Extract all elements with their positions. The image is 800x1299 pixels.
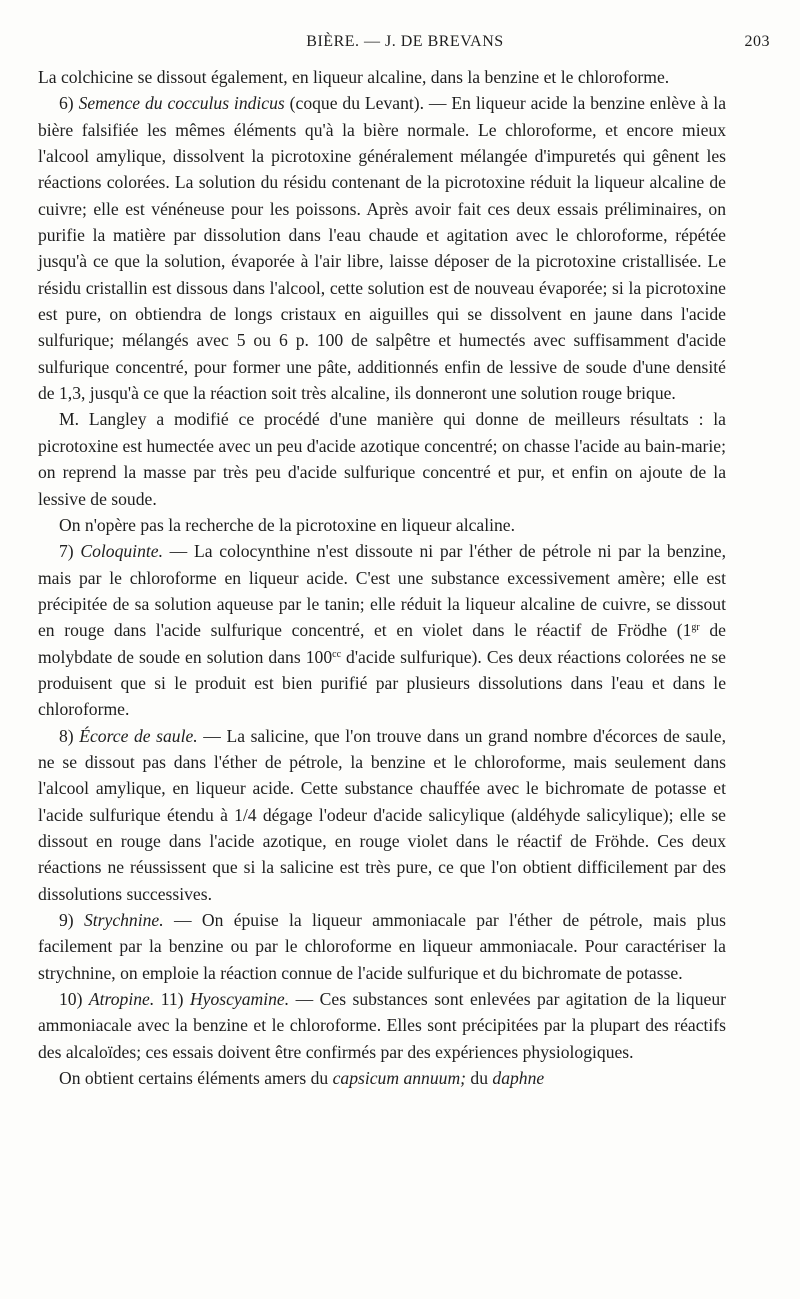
- item-number: 6): [59, 93, 79, 114]
- running-header: [40, 33, 770, 57]
- paragraph-text: d'acide sulfurique). Ces deux réactions colorées ne se produisent que si le produit est bien purifié par plusieurs dissolutions dans l'eau et dans le chloroforme.: [38, 646, 726, 720]
- paragraph-colchicine: [38, 64, 726, 90]
- superscript-cc: cc: [332, 648, 342, 660]
- item-number: 11): [154, 989, 190, 1010]
- italic-term: daphne: [492, 1068, 545, 1089]
- paragraph-text: du: [466, 1068, 493, 1089]
- paragraph-text: — La colocynthine n'est dissoute ni par l'éther de pétrole ni par la benzine, mais par le chloroforme en liqueur acide. C'est une substance excessivement amère; elle est précipitée de sa solution aqueuse par le tanin; elle réduit la liqueur alcaline de cuivre, se dissout en rouge dans l'acide sulfurique concentré, et en violet dans le réactif de Frödhe (1: [38, 541, 726, 641]
- paragraph-text: La colchicine se dissout également, en liqueur alcaline, dans la benzine et le chloroforme.: [38, 67, 670, 87]
- item-title: Coloquinte.: [80, 541, 163, 562]
- paragraph-text: — On épuise la liqueur ammoniacale par l'éther de pétrole, mais plus facilement par la benzine ou par le chloroforme en liqueur ammoniacale. Pour caractériser la strychnine, on emploie la réaction connue de l'acide sulfurique et du bichromate de potasse.: [38, 910, 726, 983]
- superscript-gr: gr: [691, 622, 700, 634]
- paragraph-text: de molybdate de soude en solution dans 100: [38, 620, 726, 667]
- item-number: 9): [59, 910, 84, 930]
- item-number: 7): [59, 541, 81, 562]
- item-title: Écorce de saule.: [79, 725, 198, 746]
- item-title: Strychnine.: [83, 910, 164, 930]
- item-number: 10): [59, 989, 89, 1010]
- paragraph-atropine: [38, 986, 726, 1065]
- paragraph-cocculus: [38, 90, 726, 406]
- paragraph-langley: [38, 406, 726, 511]
- paragraph-strychnine: [38, 907, 726, 986]
- item-title: Hyoscyamine.: [189, 989, 290, 1010]
- paragraph-text: On obtient certains éléments amers du: [59, 1068, 333, 1089]
- running-title: BIÈRE. — J. DE BREVANS: [306, 33, 504, 50]
- body-text: [38, 64, 726, 1091]
- paragraph-text: (coque du Levant). — En liqueur acide la benzine enlève à la bière falsifiée les mêmes éléments qu'à la bière normale. Le chloroforme, et encore mieux l'alcool amylique, dissolvent la picrotoxine généralement mélangée d'impuretés qui gênent les réactions colorées. La solution du résidu contenant de la picrotoxine réduit la liqueur alcaline de cuivre; elle est vénéneuse pour les poissons. Après avoir fait ces deux essais préliminaires, on purifie la matière par dissolution dans l'eau chaude et agitation avec le chloroforme, répétée jusqu'à ce que la solution, évaporée à l'air libre, laisse déposer de la picrotoxine cristallisée. Le résidu cristallin est dissous dans l'alcool, cette solution est de nouveau évaporée; si la picrotoxine est pure, on obtiendra de longs cristaux en aiguilles qui se dissolvent en jaune dans l'acide sulfurique; mélangés avec 5 ou 6 p. 100 de salpêtre et humectés avec suffisamment d'acide sulfurique concentré, pour former une pâte, additionnés enfin de lessive de soude d'une densité de 1,3, jusqu'à ce que la réaction soit très alcaline, ils donneront une solution rouge brique.: [38, 93, 727, 404]
- paragraph-coloquinte: [38, 538, 726, 722]
- item-title: Semence du cocculus indicus: [78, 93, 285, 114]
- italic-term: capsicum annuum;: [332, 1068, 467, 1089]
- paragraph-text: — Ces substances sont enlevées par agitation de la liqueur ammoniacale avec la benzine et le chloroforme. Elles sont précipitées par la plupart des réactifs des alcaloïdes; ces essais doivent être confirmés par des expériences physiologiques.: [38, 989, 726, 1062]
- item-title: Atropine.: [88, 989, 155, 1010]
- paragraph-capsicum: [38, 1065, 726, 1091]
- item-number: 8): [59, 725, 80, 746]
- page-number: 203: [744, 33, 770, 50]
- paragraph-text: On n'opère pas la recherche de la picrotoxine en liqueur alcaline.: [59, 514, 515, 535]
- paragraph-text: M. Langley a modifié ce procédé d'une manière qui donne de meilleurs résultats : la picrotoxine est humectée avec un peu d'acide azotique concentré; on chasse l'acide au bain-marie; on reprend la masse par très peu d'acide sulfurique concentré et pur, et enfin on ajoute de la lessive de soude.: [38, 409, 726, 509]
- paragraph-text: — La salicine, que l'on trouve dans un grand nombre d'écorces de saule, ne se dissout pas dans l'éther de pétrole, la benzine et le chloroforme, mais seulement dans l'alcool amylique, en liqueur acide. Cette substance chauffée avec le bichromate de potasse et l'acide sulfurique étendu à 1/4 dégage l'odeur d'acide salicylique (aldéhyde salicylique); elle se dissout en rouge dans l'acide azotique, en rouge violet dans le réactif de Fröhde. Ces deux réactions ne réussissent que si la salicine est très pure, ce que l'on obtient difficilement par des dissolutions successives.: [38, 725, 726, 904]
- paragraph-alcaline-note: [38, 512, 726, 538]
- paragraph-ecorce-saule: [38, 723, 726, 907]
